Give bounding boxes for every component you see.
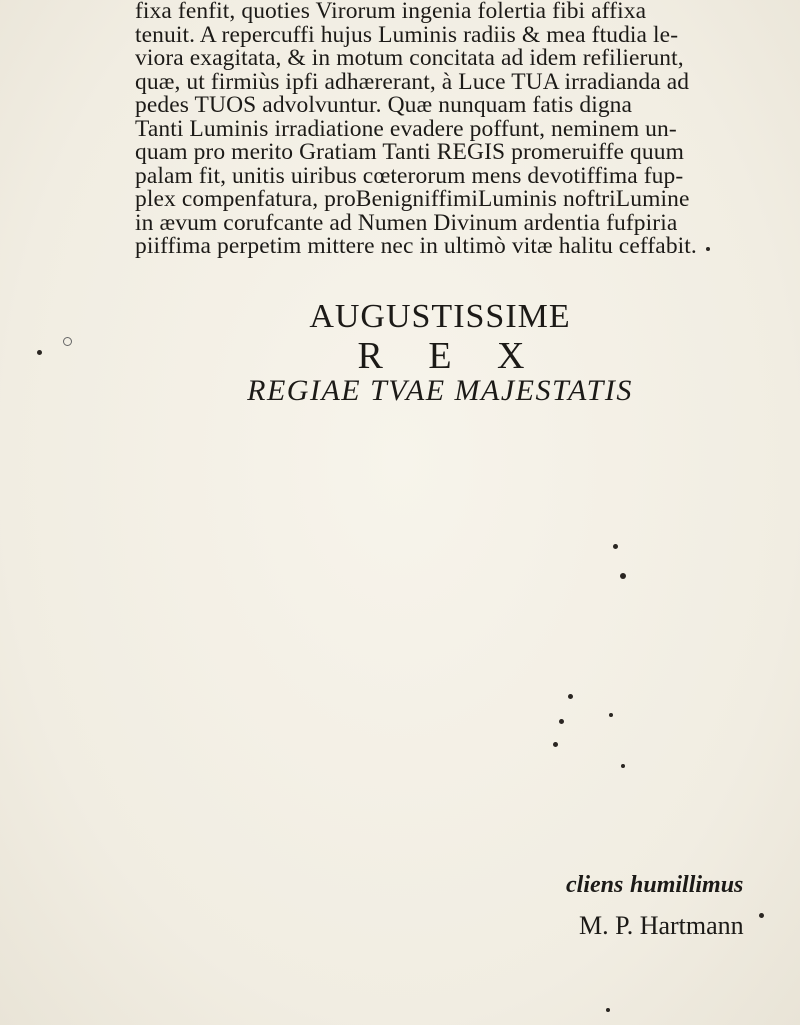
paper-speck xyxy=(606,1008,610,1012)
text-line: Tanti Luminis irradiatione evadere poffunt, neminem un- xyxy=(135,115,677,142)
paper-speck xyxy=(568,694,573,699)
paper-speck xyxy=(759,913,764,918)
paper-speck xyxy=(63,337,72,346)
paper-speck xyxy=(553,742,558,747)
address-augustissime: AUGUSTISSIME xyxy=(309,298,571,335)
text-line: palam fit, unitis uiribus cœterorum mens devotiffima fup- xyxy=(135,162,684,189)
text-line: quæ, ut firmiùs ipfi adhærerant, à Luce TUA irradianda ad xyxy=(135,68,690,95)
paper-speck xyxy=(37,350,42,355)
body-paragraph xyxy=(135,0,795,259)
paper-speck xyxy=(706,247,710,251)
paper-speck xyxy=(609,713,613,717)
text-line: quam pro merito Gratiam Tanti REGIS promeruiffe quum xyxy=(135,139,684,165)
text-line: tenuit. A repercuffi hujus Luminis radiis & mea ftudia le- xyxy=(135,21,679,48)
paper-speck xyxy=(621,764,625,768)
text-line: in ævum corufcante ad Numen Divinum ardentia fufpiria xyxy=(135,209,678,236)
text-line: pedes TUOS advolvuntur. Quæ nunquam fatis digna xyxy=(135,92,633,118)
address-rex: R E X xyxy=(357,335,543,377)
closing-humillimus: humillimus xyxy=(630,872,744,898)
text-line: fixa fenfit, quoties Virorum ingenia folertia fibi affixa xyxy=(135,0,647,24)
paper-speck xyxy=(620,573,626,579)
paper-speck xyxy=(613,544,618,549)
text-line: piiffima perpetim mittere nec in ultimò vitæ halitu ceffabit. xyxy=(135,233,697,259)
text-line: plex compenfatura, proBenigniffimiLuminis noftriLumine xyxy=(135,186,690,212)
signature: M. P. Hartmann xyxy=(579,911,744,940)
closing-cliens: cliens xyxy=(566,872,624,898)
address-majestatis: REGIAE TVAE MAJESTATIS xyxy=(247,374,633,407)
text-line: viora exagitata, & in motum concitata ad idem refilierunt, xyxy=(135,45,684,71)
paper-speck xyxy=(559,719,564,724)
